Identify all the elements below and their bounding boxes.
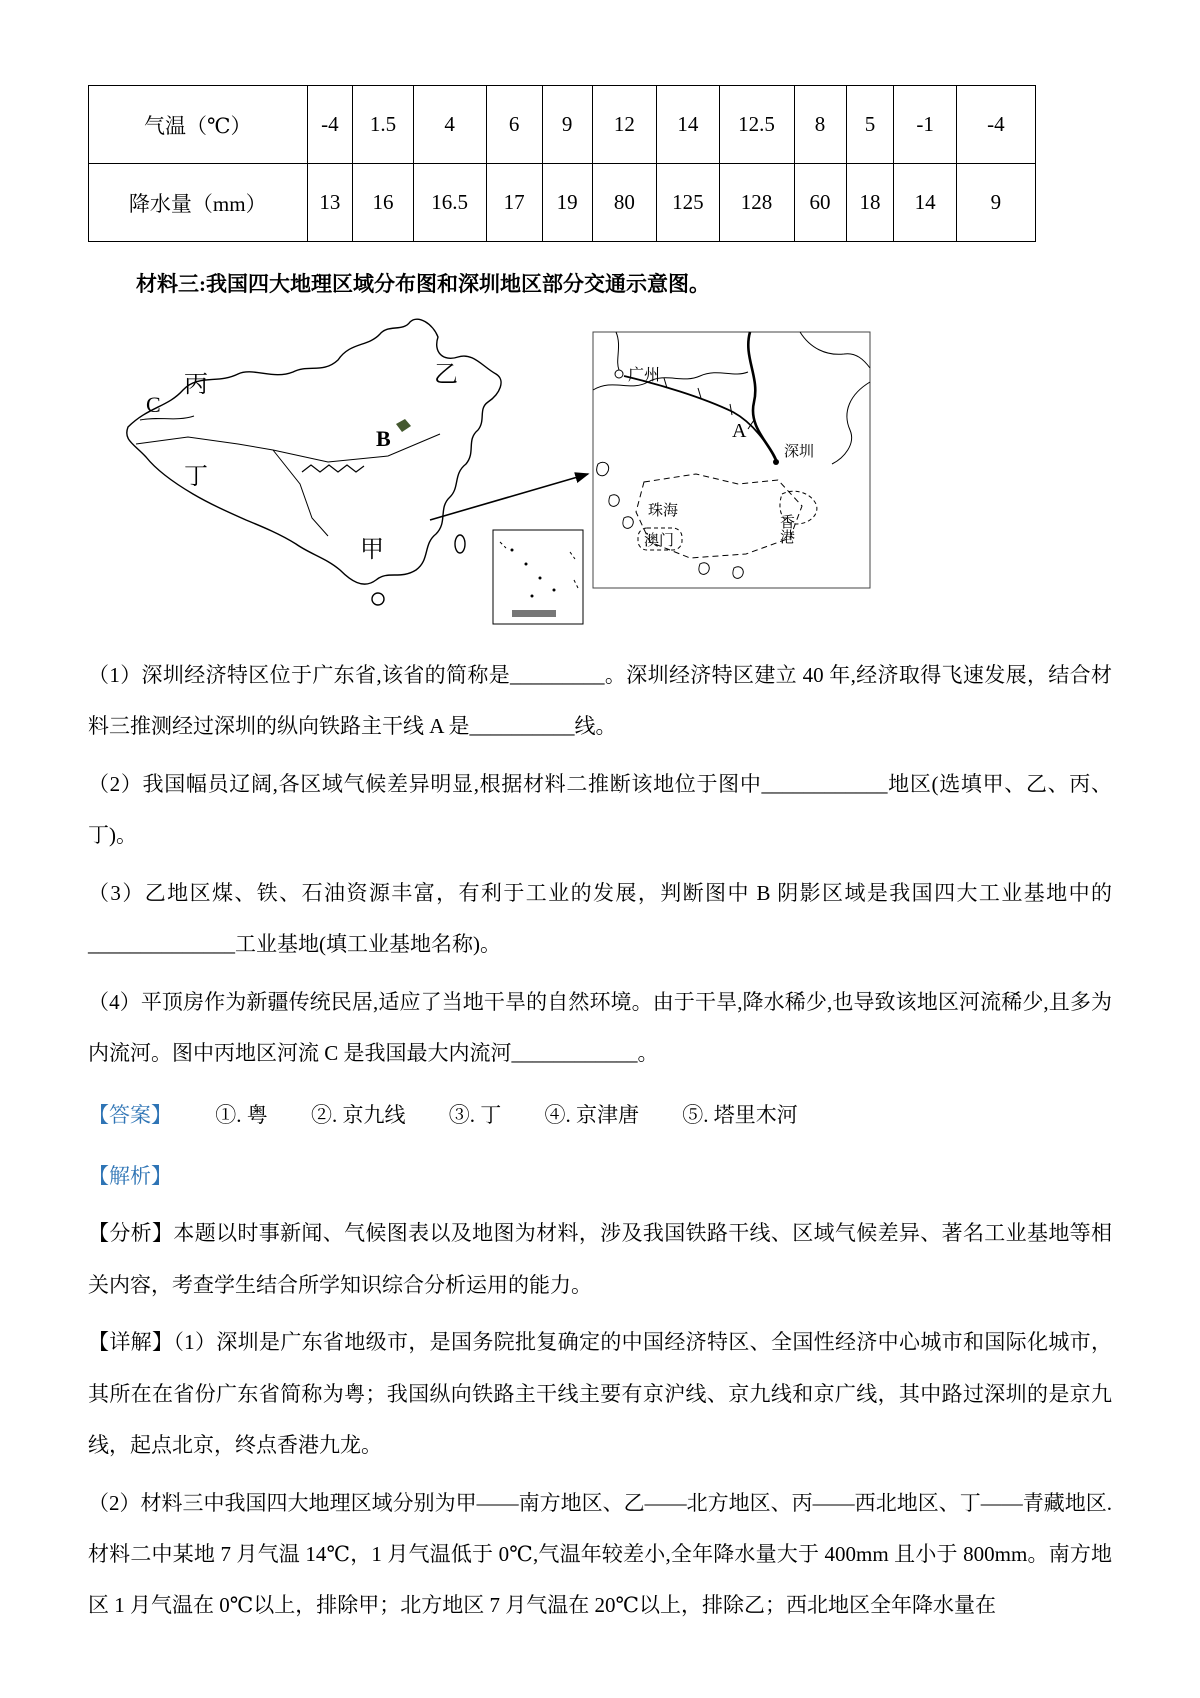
region-boundary-tibet-east <box>273 450 328 536</box>
table-cell: 12.5 <box>719 86 794 164</box>
table-cell: 60 <box>794 164 846 242</box>
china-map-labels <box>146 362 458 563</box>
guangzhou-circle <box>615 370 623 378</box>
table-cell: 4 <box>413 86 486 164</box>
table-cell: 1.5 <box>353 86 413 164</box>
answer-item-2: ②. 京九线 <box>311 1102 406 1127</box>
maps-figure <box>88 312 1112 644</box>
answer-item-1: ①. 粤 <box>215 1102 268 1127</box>
city-label-guangzhou: 广州 <box>628 367 661 384</box>
table-cell: 17 <box>486 164 542 242</box>
table-row-precipitation <box>89 164 1036 242</box>
maps-svg <box>88 312 1112 644</box>
question-2: （2）我国幅员辽阔,各区域气候差异明显,根据材料二推断该地位于图中____________地区(选填甲、乙、丙、丁)。 <box>88 771 1112 848</box>
city-label-aomen: 澳门 <box>644 533 675 549</box>
table-cell: 9 <box>542 86 592 164</box>
question-1: （1）深圳经济特区位于广东省,该省的简称是_________。深圳经济特区建立 40 年,经济取得飞速发展，结合材料三推测经过深圳的纵向铁路主干线 A 是__________线。 <box>88 663 1112 739</box>
table-cell: 16.5 <box>413 164 486 242</box>
table-cell: 5 <box>846 86 894 164</box>
table-cell: 16 <box>353 164 413 242</box>
coastline-right <box>832 382 870 464</box>
table-cell: -1 <box>894 86 956 164</box>
material3-caption: 材料三:我国四大地理区域分布图和深圳地区部分交通示意图。 <box>136 272 710 296</box>
row-label-temperature: 气温（℃） <box>89 86 308 164</box>
table-cell: 80 <box>592 164 657 242</box>
city-label-xianggang: 香港 <box>778 514 794 544</box>
table-cell: -4 <box>307 86 353 164</box>
region-label-jia: 甲 <box>360 537 384 563</box>
region-boundary-north-south <box>273 434 440 462</box>
question-3: （3）乙地区煤、铁、石油资源丰富，有利于工业的发展，判断图中 B 阴影区域是我国四大工业基地中的______________工业基地(填工业基地名称)。 <box>88 880 1112 957</box>
region-label-bing: 丙 <box>184 372 208 398</box>
pearl-river-line <box>593 372 748 390</box>
analysis-paragraph: 【分析】本题以时事新闻、气候图表以及地图为材料，涉及我国铁路干线、区域气候差异、著名工业基地等相关内容，考查学生结合所学知识综合分析运用的能力。 <box>88 1221 1112 1297</box>
region-label-yi: 乙 <box>434 362 458 388</box>
table-cell: 128 <box>719 164 794 242</box>
base-label-b: B <box>376 426 391 451</box>
map-connector-arrow <box>430 474 588 520</box>
detail-map-labels <box>628 366 814 549</box>
table-cell: 14 <box>894 164 956 242</box>
table-cell: 18 <box>846 164 894 242</box>
table-cell: 12 <box>592 86 657 164</box>
taiwan-island <box>455 535 465 553</box>
explanation-label: 【解析】 <box>88 1163 172 1188</box>
table-cell: -4 <box>956 86 1035 164</box>
south-sea-inset <box>493 530 583 624</box>
table-cell: 6 <box>486 86 542 164</box>
road-to-guangzhou <box>616 332 619 370</box>
answer-label: 【答案】 <box>88 1102 172 1127</box>
climate-table <box>88 85 1036 242</box>
city-label-zhuhai: 珠海 <box>648 503 679 519</box>
great-wall-zigzag <box>302 465 364 472</box>
row-label-precipitation: 降水量（mm） <box>89 164 308 242</box>
china-outline <box>127 319 501 584</box>
industrial-base-b-mark <box>396 419 411 432</box>
answer-item-4: ④. 京津唐 <box>544 1102 639 1127</box>
hainan-island <box>372 593 384 605</box>
question-4: （4）平顶房作为新疆传统民居,适应了当地干旱的自然环境。由于干旱,降水稀少,也导致该地区河流稀少,且多为内流河。图中丙地区河流 C 是我国最大内流河____________。 <box>88 989 1112 1066</box>
answer-line <box>88 1090 1112 1141</box>
detail-paragraph-2: （2）材料三中我国四大地理区域分别为甲——南方地区、乙——北方地区、丙——西北地区、丁——青藏地区.材料二中某地 7 月气温 14℃，1 月气温低于 0℃,气温年较差小,全年降水量大于 400mm 且小于 800mm。南方地区 1 月气温在 0℃以上，排除甲；北方地区 7 月气温在 20℃以上，排除乙；西北地区全年降水量在 <box>88 1490 1112 1618</box>
table-cell: 125 <box>657 164 719 242</box>
table-cell: 8 <box>794 86 846 164</box>
answer-item-5: ⑤. 塔里木河 <box>682 1102 798 1127</box>
table-cell: 9 <box>956 164 1035 242</box>
shenzhen-dot <box>773 459 779 465</box>
city-label-shenzhen: 深圳 <box>784 444 815 460</box>
table-row-temperature <box>89 86 1036 164</box>
islands-west <box>597 462 744 578</box>
railway-label-a: A <box>732 420 747 442</box>
river-label-c: C <box>146 392 161 417</box>
table-cell: 19 <box>542 164 592 242</box>
table-cell: 13 <box>307 164 353 242</box>
detail-paragraph-1: 【详解】（1）深圳是广东省地级市，是国务院批复确定的中国经济特区、全国性经济中心城市和国际化城市，其所在在省份广东省简称为粤；我国纵向铁路主干线主要有京沪线、京九线和京广线，其中路过深圳的是京九线，起点北京，终点香港九龙。 <box>88 1330 1112 1458</box>
region-boundary-northwest <box>136 437 273 450</box>
railway-a-line <box>748 332 776 460</box>
road-top-right <box>800 332 870 368</box>
table-cell: 14 <box>657 86 719 164</box>
region-label-ding: 丁 <box>184 464 208 490</box>
answer-item-3: ③. 丁 <box>448 1102 502 1127</box>
